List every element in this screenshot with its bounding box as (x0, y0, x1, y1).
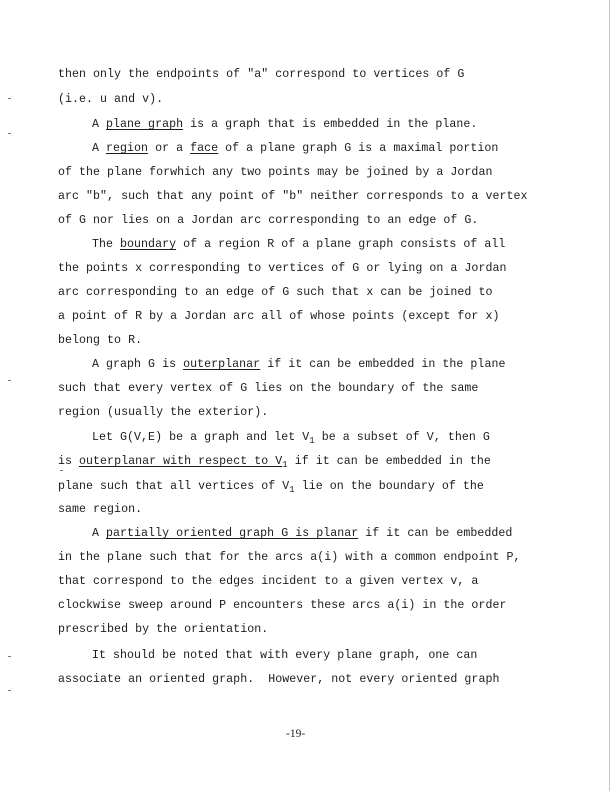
text-fragment: be a subset of V, then G (314, 431, 490, 444)
text-fragment: The (92, 238, 121, 251)
definition-plane-graph (92, 118, 477, 132)
scan-mark (8, 380, 11, 381)
text-fragment: if it can be embedded in the (287, 455, 491, 468)
subscript: 1 (282, 460, 288, 470)
text-line: the points x corresponding to vertices of G or lying on a Jordan (58, 262, 507, 275)
text-line: then only the endpoints of "a" correspond to vertices of G (58, 68, 465, 81)
text-fragment: of a plane graph G is a maximal portion (218, 142, 499, 155)
term-boundary: boundary (120, 238, 177, 251)
subscript: 1 (289, 485, 295, 495)
term-outerplanar-wrt (79, 455, 288, 468)
definition-outerplanar-wrt (58, 455, 491, 469)
term-region: region (106, 142, 149, 155)
text-line: such that every vertex of G lies on the boundary of the same (58, 382, 479, 395)
text-line: associate an oriented graph. However, not every oriented graph (58, 673, 500, 686)
scan-mark (8, 690, 11, 691)
text-fragment: A (92, 142, 107, 155)
subscript: 1 (309, 436, 315, 446)
definition-partially-oriented-planar (92, 527, 512, 541)
text-fragment: if it can be embedded (358, 527, 513, 540)
scan-mark (8, 656, 11, 657)
text-line (92, 431, 490, 445)
text-fragment: or a (148, 142, 191, 155)
text-line: arc corresponding to an edge of G such that x can be joined to (58, 286, 493, 299)
text-fragment: A graph G is (92, 358, 184, 371)
term-outerplanar: outerplanar (183, 358, 261, 371)
text-line: belong to R. (58, 334, 143, 347)
text-line: of G nor lies on a Jordan arc corresponding to an edge of G. (58, 214, 479, 227)
text-fragment: A (92, 527, 107, 540)
text-fragment: Let G(V,E) be a graph and let V (92, 431, 310, 444)
text-line: that correspond to the edges incident to a given vertex v, a (58, 575, 479, 588)
scan-edge (609, 0, 610, 791)
definition-boundary (92, 238, 505, 252)
text-fragment: A (92, 118, 107, 131)
text-line: clockwise sweep around P encounters these arcs a(i) in the order (58, 599, 507, 612)
text-line: a point of R by a Jordan arc all of whose points (except for x) (58, 310, 500, 323)
text-fragment: lie on the boundary of the (294, 480, 484, 493)
scan-mark (8, 98, 11, 99)
text-fragment: is (58, 455, 80, 468)
text-fragment: outerplanar with respect to V (79, 455, 283, 468)
text-line: same region. (58, 503, 143, 516)
scan-mark (60, 470, 63, 471)
text-line (58, 480, 484, 494)
text-fragment: plane such that all vertices of V (58, 480, 290, 493)
text-fragment: is a graph that is embedded in the plane. (183, 118, 478, 131)
text-fragment: of a region R of a plane graph consists of all (176, 238, 506, 251)
text-line: prescribed by the orientation. (58, 623, 269, 636)
text-fragment: if it can be embedded in the plane (260, 358, 506, 371)
term-partially-oriented-planar: partially oriented graph G is planar (106, 527, 359, 540)
scan-mark (8, 133, 11, 134)
text-line: (i.e. u and v). (58, 93, 164, 106)
page-number: -19- (286, 728, 306, 740)
term-face: face (190, 142, 219, 155)
text-line: region (usually the exterior). (58, 406, 269, 419)
term-plane-graph: plane graph (106, 118, 184, 131)
text-line: of the plane forwhich any two points may be joined by a Jordan (58, 166, 493, 179)
text-line: arc "b", such that any point of "b" neither corresponds to a vertex (58, 190, 528, 203)
definition-outerplanar (92, 358, 505, 372)
text-line: in the plane such that for the arcs a(i) with a common endpoint P, (58, 551, 521, 564)
text-line: It should be noted that with every plane graph, one can (92, 649, 478, 662)
definition-region (92, 142, 498, 156)
